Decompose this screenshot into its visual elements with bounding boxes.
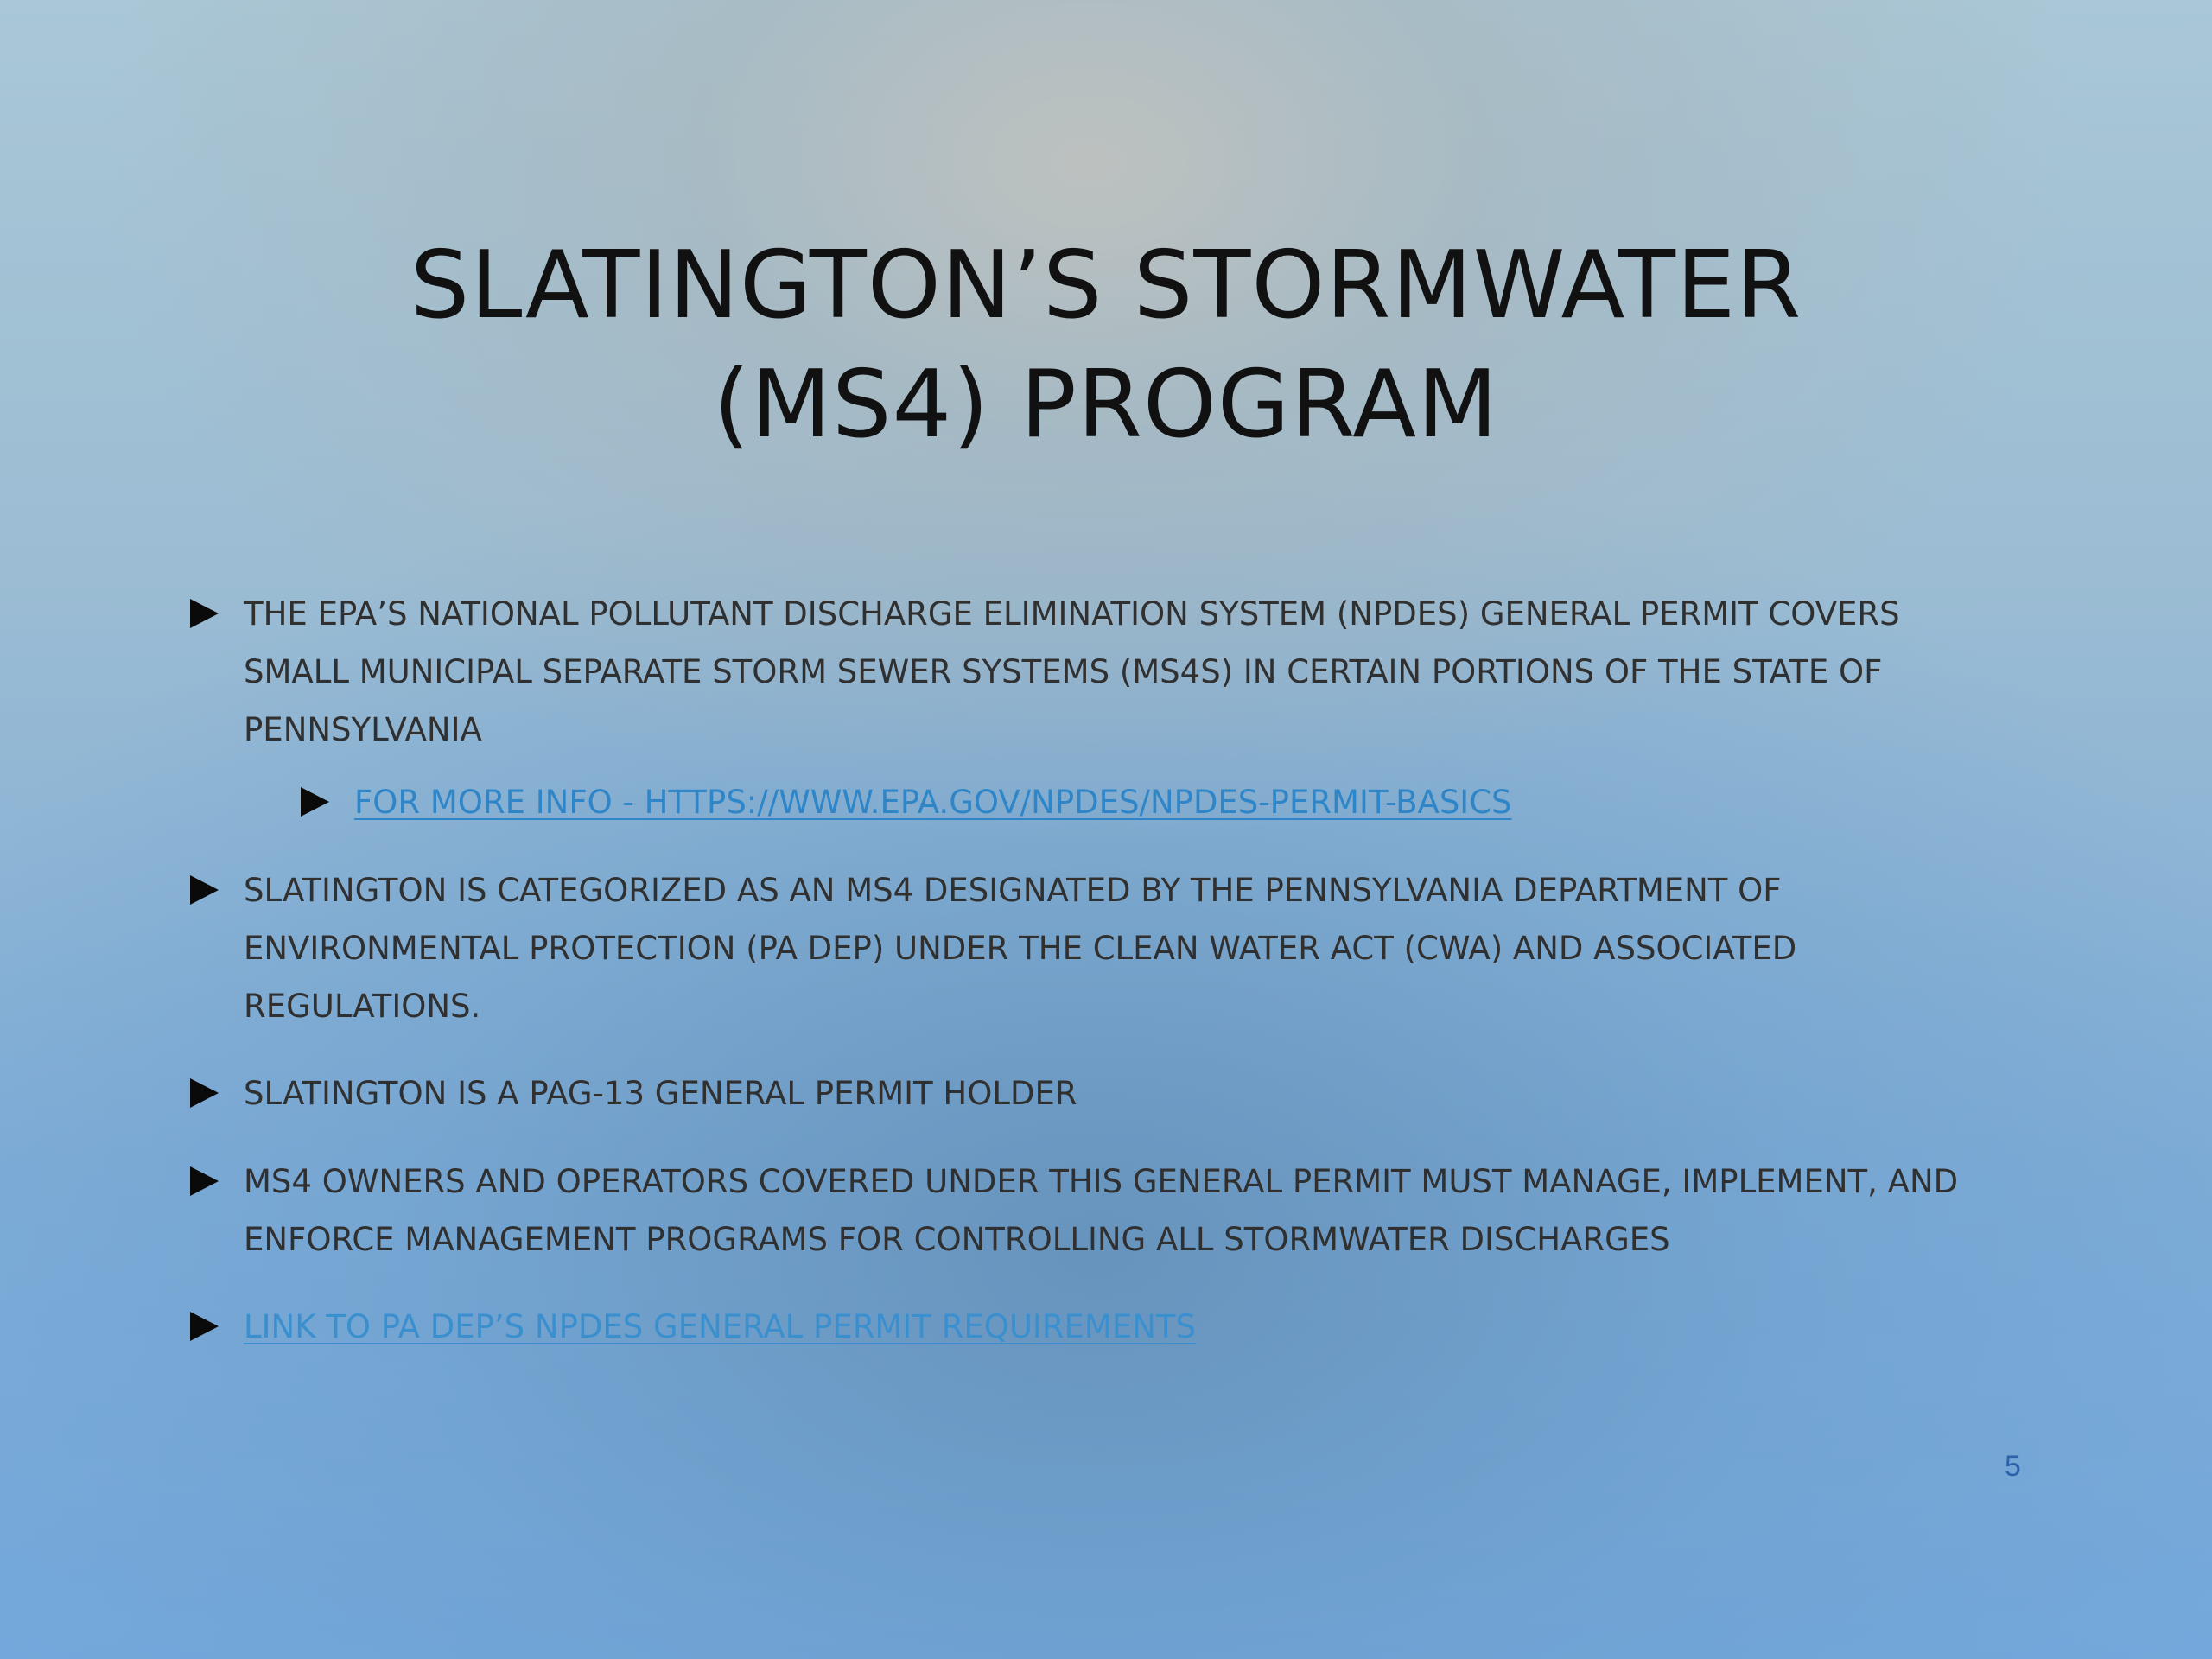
epa-permit-basics-link[interactable]: FOR MORE INFO - HTTPS://WWW.EPA.GOV/NPDES/NPDES-PERMIT-BASICS (354, 784, 1512, 821)
bullet-arrow-icon (190, 1166, 219, 1196)
title-line-1: SLATINGTON’S STORMWATER (410, 232, 1802, 340)
title-line-2: (MS4) PROGRAM (713, 351, 1499, 459)
bullet-arrow-icon (190, 1312, 219, 1341)
page-number: 5 (2005, 1450, 2021, 1483)
bullet-line: ENFORCE MANAGEMENT PROGRAMS FOR CONTROLLING ALL STORMWATER DISCHARGES (244, 1221, 1670, 1258)
bullet-line: SLATINGTON IS A PAG-13 GENERAL PERMIT HOLDER (244, 1075, 1077, 1112)
bullet-line: PENNSYLVANIA (244, 711, 482, 748)
bullet-text (244, 1298, 1196, 1356)
bullet-line: MS4 OWNERS AND OPERATORS COVERED UNDER THIS GENERAL PERMIT MUST MANAGE, IMPLEMENT, AND (244, 1163, 1959, 1200)
slide-title (0, 226, 2212, 465)
bullet-text (244, 1153, 1958, 1268)
bullet-arrow-icon (190, 599, 219, 628)
bullet-arrow-icon (190, 1078, 219, 1108)
bullet-line: SLATINGTON IS CATEGORIZED AS AN MS4 DESIGNATED BY THE PENNSYLVANIA DEPARTMENT OF (244, 872, 1782, 909)
bullet-arrow-icon (301, 787, 329, 817)
pa-dep-requirements-link[interactable]: LINK TO PA DEP’S NPDES GENERAL PERMIT REQUIREMENTS (244, 1308, 1196, 1345)
bullet-arrow-icon (190, 875, 219, 905)
bullet-text (244, 585, 1900, 759)
bullet-text (244, 1065, 1077, 1122)
bullet-line: REGULATIONS. (244, 988, 481, 1025)
bullet-text (354, 773, 1512, 831)
bullet-line: THE EPA’S NATIONAL POLLUTANT DISCHARGE ELIMINATION SYSTEM (NPDES) GENERAL PERMIT COVERS (244, 595, 1900, 632)
bullet-text (244, 861, 1796, 1035)
bullet-line: ENVIRONMENTAL PROTECTION (PA DEP) UNDER THE CLEAN WATER ACT (CWA) AND ASSOCIATED (244, 930, 1797, 967)
bullet-line: SMALL MUNICIPAL SEPARATE STORM SEWER SYSTEMS (MS4S) IN CERTAIN PORTIONS OF THE STATE OF (244, 653, 1883, 690)
